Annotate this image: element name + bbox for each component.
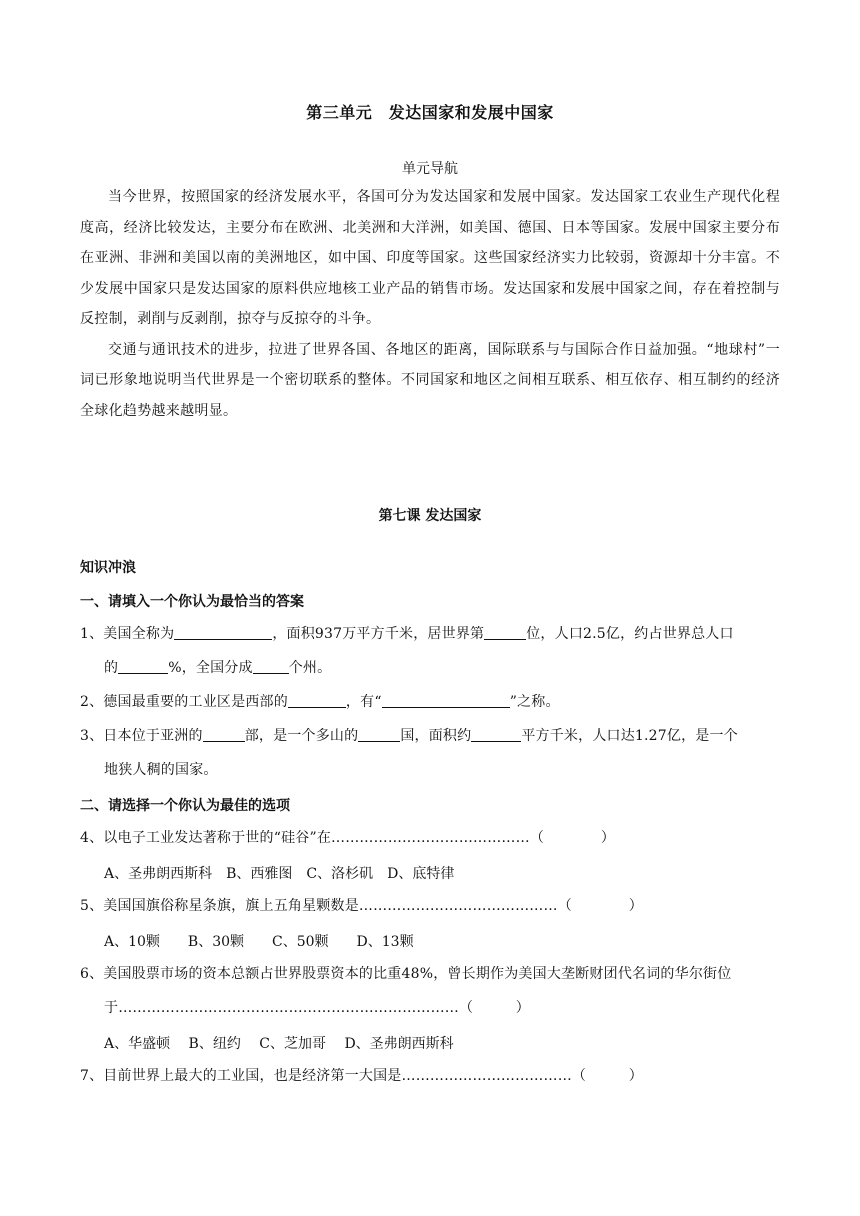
- question-5: 5、美国国旗俗称星条旗，旗上五角星颗数是……………………………………（ ）: [80, 898, 643, 914]
- q1-blank-2[interactable]: [484, 623, 526, 640]
- q6-stem: 6、美国股票市场的资本总额占世界股票资本的比重48%，曾长期作为美国大垄断财团代名词的华尔街位: [80, 966, 732, 982]
- q3-blank-2[interactable]: [358, 725, 400, 742]
- question-2: [80, 685, 785, 719]
- q3-text-a: 3、日本位于亚洲的: [80, 728, 203, 744]
- question-4: 4、以电子工业发达著称于世的“硅谷”在……………………………………（ ）: [80, 830, 616, 846]
- q3-text-d: 平方千米，人口达1.27亿，是一个: [521, 728, 738, 744]
- question-1: [80, 617, 785, 685]
- q6-stem-continued: 于………………………………………………………………（ ）: [104, 1000, 530, 1016]
- q1-blank-1[interactable]: [174, 623, 272, 640]
- q1-text-a: 1、美国全称为: [80, 626, 175, 642]
- q3-text-c: 国，面积约: [400, 728, 472, 744]
- question-3: [80, 719, 785, 787]
- intro-paragraph-1: 当今世界，按照国家的经济发展水平，各国可分为发达国家和发展中国家。发达国家工农业生产现代化程度高，经济比较发达，主要分布在欧洲、北美洲和大洋洲，如美国、德国、日本等国家。发展中国家主要分布在亚洲、非洲和美国以南的美洲地区，如中国、印度等国家。这些国家经济实力比较弱，资源却十分丰富。不少发展中国家只是发达国家的原料供应地核工业产品的销售市场。发达国家和发展中国家之间，存在着控制与反控制，剥削与反剥削，掠夺与反掠夺的斗争。: [80, 189, 780, 327]
- q1-blank-4[interactable]: [253, 657, 289, 674]
- question-7: 7、目前世界上最大的工业国，也是经济第一大国是………………………………（ ）: [80, 1068, 643, 1084]
- unit-title: 第三单元 发达国家和发展中国家: [306, 103, 554, 122]
- q4-options: A、圣弗朗西斯科 B、西雅图 C、洛杉矶 D、底特律: [104, 866, 455, 882]
- q3-text-e: 地狭人稠的国家。: [104, 762, 218, 778]
- q1-text-e: %，全国分成: [168, 660, 253, 676]
- q5-options: A、10颗 B、30颗 C、50颗 D、13颗: [104, 934, 414, 950]
- question-6: [80, 957, 785, 1025]
- part1-heading: 一、请填入一个你认为最恰当的答案: [80, 594, 304, 610]
- intro-section: [80, 182, 780, 426]
- section-label: 知识冲浪: [80, 560, 136, 576]
- q2-text-b: ，有“: [345, 694, 382, 710]
- q2-blank-1[interactable]: [288, 691, 346, 708]
- q3-blank-3[interactable]: [471, 725, 521, 742]
- q1-blank-3[interactable]: [118, 657, 168, 674]
- q2-blank-2[interactable]: [382, 691, 510, 708]
- q1-text-d: 的: [104, 660, 119, 676]
- intro-paragraph-2: 交通与通讯技术的进步，拉进了世界各国、各地区的距离，国际联系与与国际合作日益加强。“地球村”一词已形象地说明当代世界是一个密切联系的整体。不同国家和地区之间相互联系、相互依存、相互制约的经济全球化趋势越来越明显。: [80, 341, 780, 419]
- q1-text-b: ，面积937万平方千米，居世界第: [272, 626, 485, 642]
- lesson-title: 第七课 发达国家: [378, 508, 482, 524]
- q6-options: A、华盛顿 B、纽约 C、芝加哥 D、圣弗朗西斯科: [104, 1036, 454, 1052]
- q3-blank-1[interactable]: [203, 725, 245, 742]
- q3-text-b: 部，是一个多山的: [244, 728, 359, 744]
- q1-text-f: 个州。: [288, 660, 332, 676]
- unit-subtitle: 单元导航: [402, 161, 458, 177]
- q2-text-c: ”之称。: [509, 694, 560, 710]
- part2-heading: 二、请选择一个你认为最佳的选项: [80, 798, 290, 814]
- q2-text-a: 2、德国最重要的工业区是西部的: [80, 694, 288, 710]
- q1-text-c: 位，人口2.5亿，约占世界总人口: [526, 626, 734, 642]
